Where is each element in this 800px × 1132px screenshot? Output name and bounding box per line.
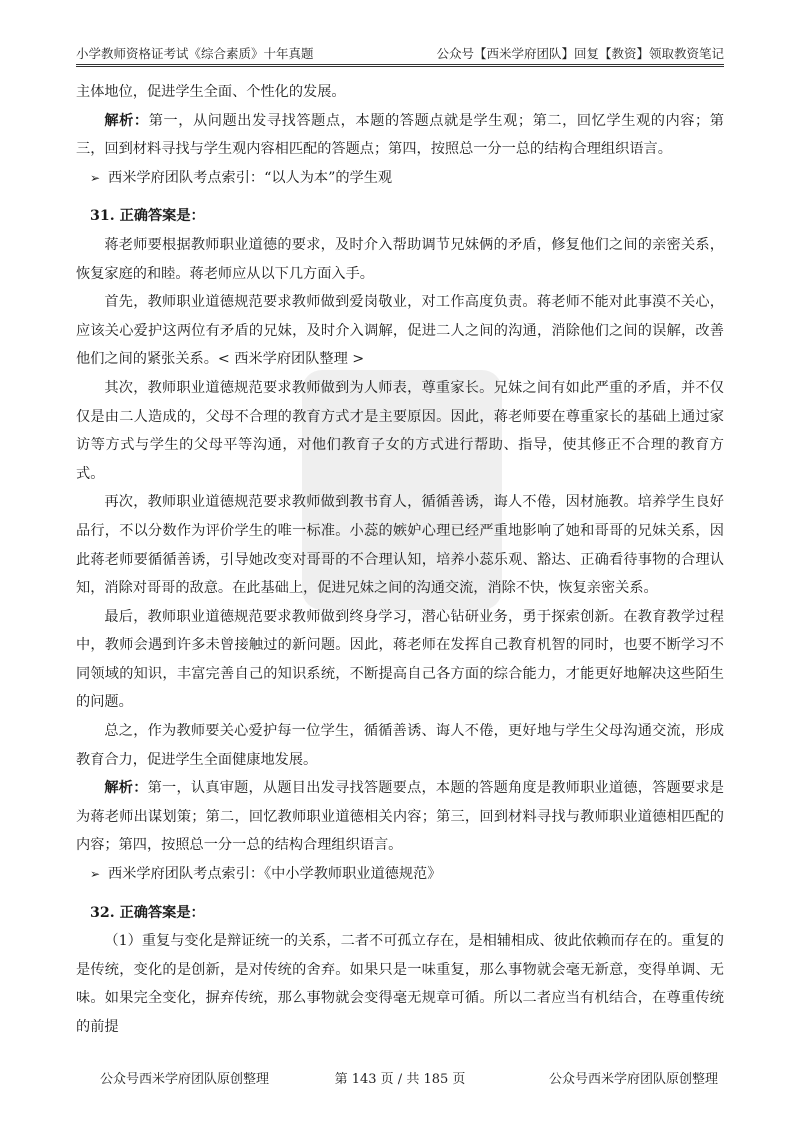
page-footer (76, 1068, 724, 1088)
q31-paragraph-6: 总之，作为教师要关心爱护每一位学生，循循善诱、诲人不倦，更好地与学生父母沟通交流，形成教育合力，促进学生全面健康地发展。 (76, 723, 724, 768)
q31-paragraph-4: 再次，教师职业道德规范要求教师做到教书育人，循循善诱，诲人不倦，因材施教。培养学生良好品行，不以分数作为评价学生的唯一标准。小蕊的嫉妒心理已经严重地影响了她和哥哥的兄妹关系，因此蒋老师要循循善诱，引导她改变对哥哥的不合理认知，培养小蕊乐观、豁达、正确看待事物的合理认知，消除对哥哥的敌意。在此基础上，促进兄妹之间的沟通交流，消除不快，恢复亲密关系。 (76, 494, 724, 597)
bullet-text: 西米学府团队考点索引：“以人为本”的学生观 (108, 169, 393, 186)
q31-paragraph-1: 蒋老师要根据教师职业道德的要求，及时介入帮助调节兄妹俩的矛盾，修复他们之间的亲密关系，恢复家庭的和睦。蒋老师应从以下几方面入手。 (76, 236, 724, 282)
analysis-31 (76, 774, 724, 860)
analysis-label: 解析： (104, 780, 148, 797)
q32-paragraph-1: （1）重复与变化是辩证统一的关系，二者不可孤立存在，是相辅相成、彼此依赖而存在的。重复的是传统，变化的是创新，是对传统的舍弃。如果只是一味重复，那么事物就会毫无新意，变得单调、无味。如果完全变化，摒弃传统，那么事物就会变得毫无规章可循。所以二者应当有机结合，在尊重传统的前提 (76, 933, 724, 1035)
q31-paragraph-3: 其次，教师职业道德规范要求教师做到为人师表，尊重家长。兄妹之间有如此严重的矛盾，并不仅仅是由二人造成的，父母不合理的教育方式才是主要原因。因此，蒋老师要在尊重家长的基础上通过家访等方式与学生的父母平等沟通，对他们教育子女的方式进行帮助、指导，使其修正不合理的教育方式。 (76, 379, 724, 482)
analysis-text: 第一，认真审题，从题目出发寻找答题要点，本题的答题角度是教师职业道德，答题要求是为蒋老师出谋划策；第二，回忆教师职业道德相关内容；第三，回到材料寻找与教师职业道德相匹配的内容；第四，按照总一分一总的结构合理组织语言。 (76, 780, 724, 854)
header-rule (76, 64, 724, 65)
bullet-text: 西米学府团队考点索引：《中小学教师职业道德规范》 (108, 866, 442, 883)
page-content (76, 78, 724, 1042)
index-bullet-30 (90, 164, 724, 193)
analysis-label: 解析： (104, 112, 149, 129)
analysis-30 (76, 107, 724, 164)
index-bullet-31 (90, 860, 724, 889)
analysis-text: 第一，从问题出发寻找答题点，本题的答题点就是学生观；第二，回忆学生观的内容；第三，回到材料寻找与学生观内容相匹配的答题点；第四，按照总一分一总的结构合理组织语言。 (76, 112, 724, 158)
question-31-title: 31. 正确答案是： (90, 208, 205, 225)
page-number: 第 143 页 / 共 185 页 (334, 1072, 466, 1087)
header-book-title: 小学教师资格证考试《综合素质》十年真题 (76, 46, 314, 61)
paragraph-continuation: 主体地位，促进学生全面、个性化的发展。 (76, 84, 346, 100)
question-32-title: 32. 正确答案是： (90, 904, 205, 921)
q31-paragraph-5: 最后，教师职业道德规范要求教师做到终身学习，潜心钻研业务，勇于探索创新。在教育教学过程中，教师会遇到许多未曾接触过的新问题。因此，蒋老师在发挥自己教育机智的同时，也要不断学习不同领域的知识，丰富完善自己的知识系统，不断提高自己各方面的综合能力，才能更好地解决这些陌生的问题。 (76, 608, 724, 711)
footer-right-credit: 公众号西米学府团队原创整理 (548, 1072, 718, 1087)
header-promo: 公众号【西米学府团队】回复【教资】领取教资笔记 (436, 46, 724, 61)
page-header (76, 40, 724, 62)
header-rule-double (76, 66, 724, 67)
footer-left-credit: 公众号西米学府团队原创整理 (100, 1072, 270, 1087)
arrow-bullet-icon: ➢ (90, 867, 101, 882)
q31-paragraph-2: 首先，教师职业道德规范要求教师做到爱岗敬业，对工作高度负责。蒋老师不能对此事漠不关心，应该关心爱护这两位有矛盾的兄妹，及时介入调解，促进二人之间的沟通，消除他们之间的误解，改善他们之间的紧张关系。< 西米学府团队整理 > (76, 294, 724, 368)
arrow-bullet-icon: ➢ (90, 170, 101, 185)
